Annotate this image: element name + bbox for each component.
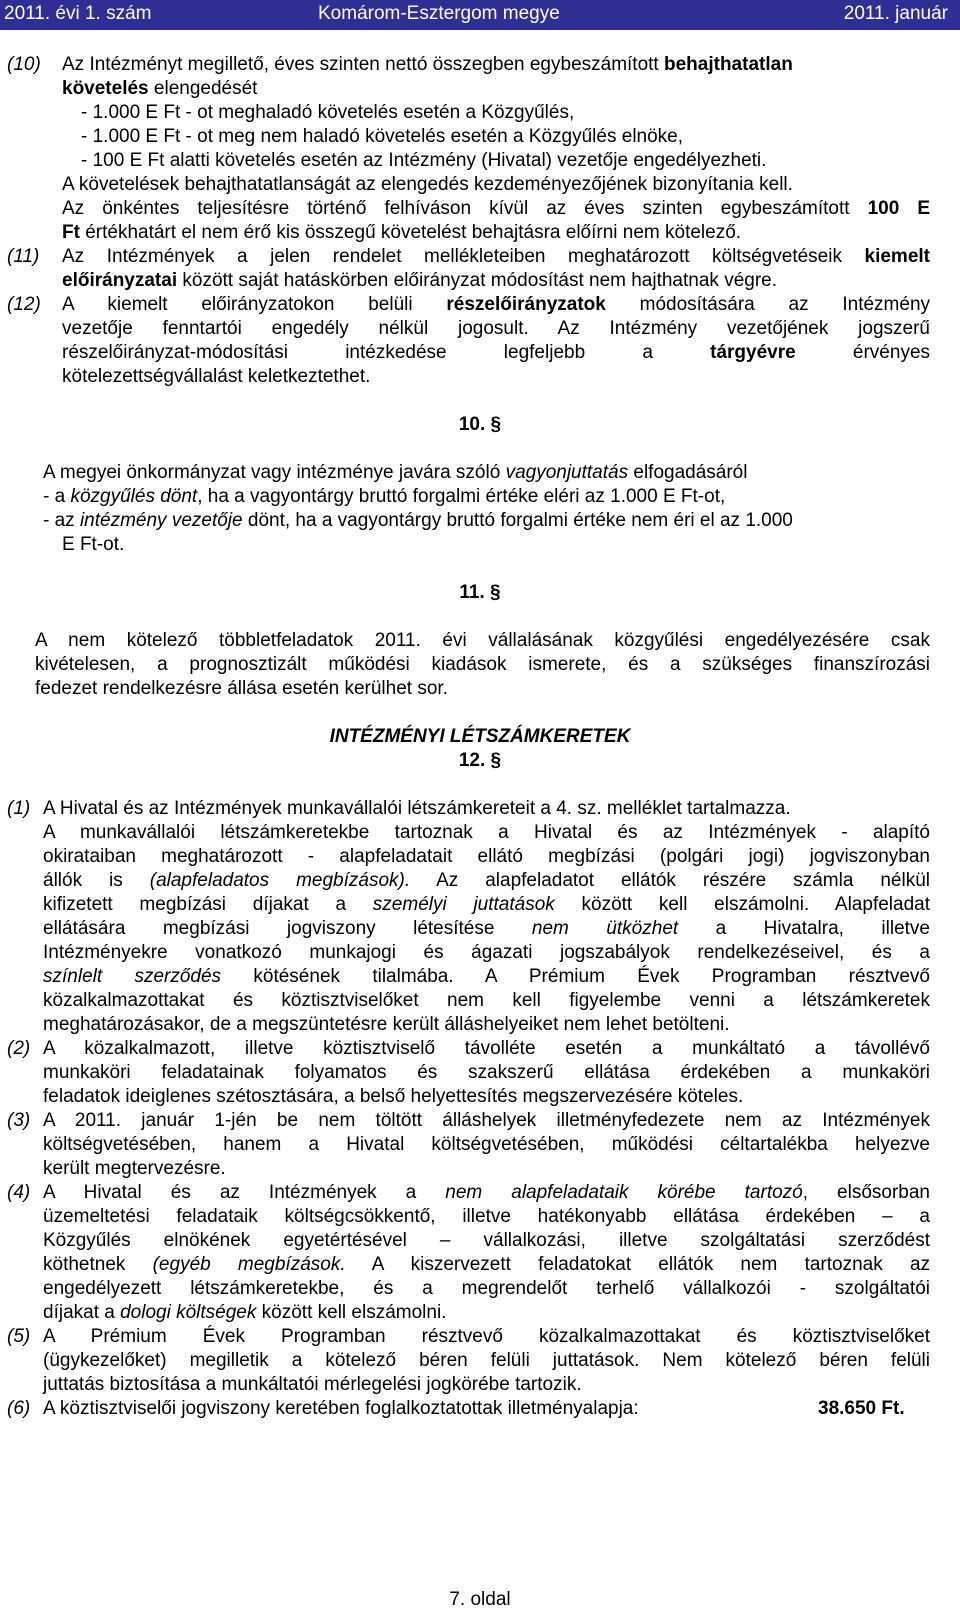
text-line: engedélyezett létszámkeretekbe, és a megrendelőt terhelő vállalkozói - szolgáltatói [43, 1278, 930, 1299]
text-line: okirataiban meghatározott - alapfeladatait ellátó megbízási (polgári jogi) jogviszonyban [43, 846, 930, 867]
text-line: juttatás biztosítása a munkáltatói mérlegelési jogkörébe tartozik. [43, 1374, 582, 1395]
text-line: színlelt szerződés kötésének tilalmába. A Prémium Évek Programban résztvevő [43, 966, 930, 987]
text-line: kötelezettségvállalást keletkeztethet. [62, 366, 371, 387]
text-line: A kiemelt előirányzatokon belüli részelőirányzatok módosítására az Intézmény [62, 294, 931, 315]
text-line: - 1.000 E Ft - ot meghaladó követelés esetén a Közgyűlés, [81, 102, 575, 123]
text-line: A 2011. január 1-jén be nem töltött álláshelyek illetményfedezete nem az Intézmények [43, 1110, 930, 1131]
text-line: Az Intézmények a jelen rendelet mellékleteiben meghatározott költségvetéseik kiemelt [62, 246, 930, 267]
text-line: Közgyűlés elnökének egyetértésével – vállalkozási, illetve szolgáltatási szerződést [43, 1230, 930, 1251]
text-line: meghatározásakor, de a megszüntetésre került álláshelyeiket nem lehet betölteni. [43, 1014, 730, 1035]
text-line: ellátására megbízási jogviszony létesítése nem ütközhet a Hivatalra, illetve [43, 918, 930, 939]
text-line: feladatok ideiglenes szétosztására, a belső helyettesítés megszervezésére köteles. [43, 1086, 744, 1107]
header-issue: 2011. évi 1. szám [4, 3, 152, 24]
text-line: üzemeltetési feladataik költségcsökkentő, illetve hatékonyabb ellátása érdekében – a [43, 1206, 930, 1227]
salary-base-amount: 38.650 Ft. [818, 1398, 905, 1419]
paragraph-number: (10) [7, 54, 41, 75]
text-line: A Hivatal és az Intézmények munkavállalói létszámkereteit a 4. sz. melléklet tartalmazza. [43, 798, 791, 819]
text-line: munkaköri feladatainak folyamatos és szakszerű ellátása érdekében a munkaköri [43, 1062, 930, 1083]
header-date: 2011. január [843, 3, 948, 24]
text-line: A közalkalmazott, illetve köztisztviselő távolléte esetén a munkáltató a távollévő [43, 1038, 930, 1059]
text-line: díjakat a dologi költségek között kell elszámolni. [43, 1302, 447, 1323]
chapter-title: INTÉZMÉNYI LÉTSZÁMKERETEK [329, 726, 631, 747]
text-line: A Prémium Évek Programban résztvevő közalkalmazottakat és köztisztviselőket [43, 1326, 930, 1347]
text-line: köthetnek (egyéb megbízások. A kiszervezett feladatokat ellátók nem tartoznak az [43, 1254, 931, 1275]
text-line: A megyei önkormányzat vagy intézménye javára szóló vagyonjuttatás elfogadásáról [43, 462, 748, 483]
text-line: költségvetésében, hanem a Hivatal költségvetésében, működési céltartalékba helyezve [43, 1134, 930, 1155]
text-line: kivételesen, a prognosztizált működési kiadások ismerete, és a szükséges finanszírozási [35, 654, 930, 675]
paragraph-number: (12) [7, 294, 41, 315]
paragraph-number: (11) [7, 246, 40, 267]
text-line: - 1.000 E Ft - ot meg nem haladó követelés esetén a Közgyűlés elnöke, [81, 126, 684, 147]
text-line: kifizetett megbízási díjakat a személyi juttatások között kell elszámolni. Alapfeladat [43, 894, 930, 915]
section-heading: 10. § [458, 414, 502, 435]
paragraph-number: (3) [7, 1110, 31, 1131]
text-line: A követelések behajthatatlanságát az elengedés kezdeményezőjének bizonyítania kell. [62, 174, 793, 195]
text-line: - az intézmény vezetője dönt, ha a vagyontárgy bruttó forgalmi értéke nem éri el az 1.000 [43, 510, 793, 531]
text-line: előirányzatai között saját hatáskörben előirányzat módosítást nem hajthatnak végre. [62, 270, 778, 291]
text-line: részelőirányzat-módosítási intézkedése legfeljebb a tárgyévre érvényes [62, 342, 931, 363]
text-line: - 100 E Ft alatti követelés esetén az Intézmény (Hivatal) vezetője engedélyezheti. [81, 150, 767, 171]
text-line: vezetője fenntartói engedély nélkül jogosult. Az Intézmény vezetőjének jogszerű [62, 318, 930, 339]
text-line: - a közgyűlés dönt, ha a vagyontárgy bruttó forgalmi értéke eléri az 1.000 E Ft-ot, [43, 486, 726, 507]
header-county: Komárom-Esztergom megye [318, 3, 560, 24]
text-line: állók is (alapfeladatos megbízások). Az alapfeladatot ellátók részére számla nélkül [43, 870, 931, 891]
paragraph-number: (5) [7, 1326, 31, 1347]
section-heading: 11. § [459, 582, 501, 603]
paragraph-number: (2) [7, 1038, 31, 1059]
text-line: A köztisztviselői jogviszony keretében foglalkoztatottak illetményalapja: [43, 1398, 639, 1419]
text-line: E Ft-ot. [62, 534, 125, 555]
text-line: közalkalmazottakat és köztisztviselőket nem kell figyelembe venni a létszámkeretek [43, 990, 930, 1011]
text-line: A Hivatal és az Intézmények a nem alapfeladataik körébe tartozó, elsősorban [43, 1182, 931, 1203]
text-line: (ügykezelőket) megilletik a kötelező béren felüli juttatások. Nem kötelező béren felüli [43, 1350, 930, 1371]
text-line: Az önkéntes teljesítésre történő felhíváson kívül az éves szinten egybeszámított 100 E [62, 198, 931, 219]
text-line: A munkavállalói létszámkeretekbe tartoznak a Hivatal és az Intézmények - alapító [43, 822, 930, 843]
text-line: Az Intézményt megillető, éves szinten nettó összegben egybeszámított behajthatatlan [62, 54, 793, 75]
text-line: Intézményekre vonatkozó munkajogi és ágazati jogszabályok rendelkezéseivel, és a [43, 942, 930, 963]
text-line: követelés elengedését [62, 78, 258, 99]
text-line: fedezet rendelkezésre állása esetén kerülhet sor. [35, 678, 448, 699]
page-header [0, 0, 960, 30]
section-heading: 12. § [458, 750, 502, 771]
text-line: Ft értékhatárt el nem érő kis összegű követelést behajtásra előírni nem kötelező. [62, 222, 742, 243]
paragraph-number: (6) [7, 1398, 31, 1419]
text-line: A nem kötelező többletfeladatok 2011. évi vállalásának közgyűlési engedélyezésére csak [35, 630, 930, 651]
paragraph-number: (1) [7, 798, 31, 819]
text-line: került megtervezésre. [43, 1158, 226, 1179]
page-number: 7. oldal [449, 1589, 511, 1610]
paragraph-number: (4) [7, 1182, 31, 1203]
